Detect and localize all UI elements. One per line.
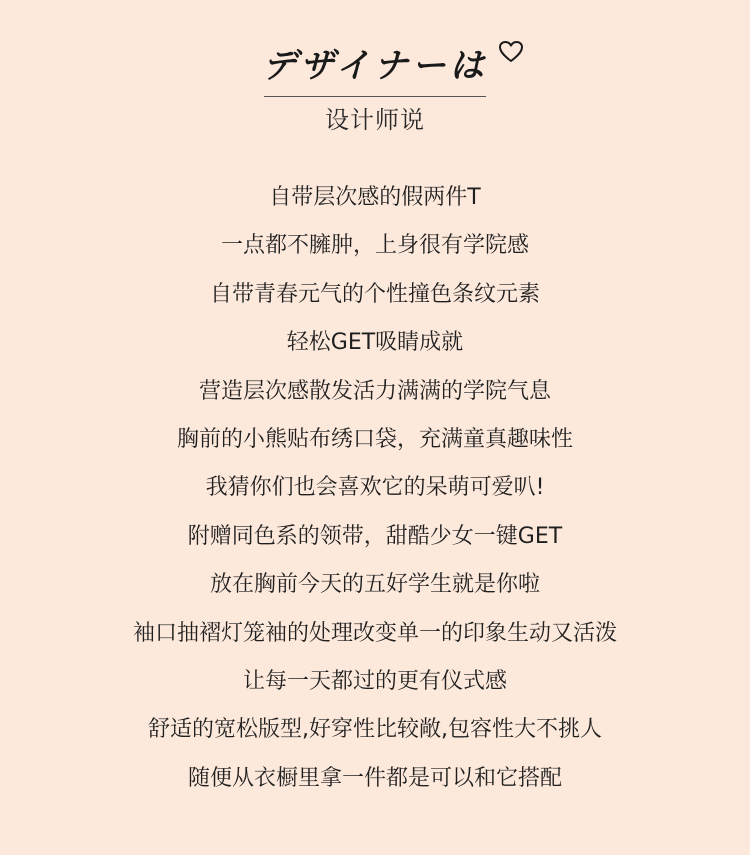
description-line: 放在胸前今天的五好学生就是你啦 xyxy=(209,572,540,598)
description-line: 袖口抽褶灯笼袖的处理改变单一的印象生动又活泼 xyxy=(132,620,617,646)
description-line: 胸前的小熊贴布绣口袋，充满童真趣味性 xyxy=(176,426,573,452)
page-title: デザイナーは xyxy=(262,46,488,86)
description-line: 舒适的宽松版型,好穿性比较敞,包容性大不挑人 xyxy=(148,717,602,743)
page-header xyxy=(0,38,750,137)
heart-outline-icon xyxy=(498,40,524,64)
description-line: 附赠同色系的领带，甜酷少女一键GET xyxy=(187,523,563,549)
description-line: 随便从衣橱里拿一件都是可以和它搭配 xyxy=(187,765,562,791)
title-underline xyxy=(264,96,486,97)
description-line: 自带青春元气的个性撞色条纹元素 xyxy=(209,281,540,307)
description-line: 让每一天都过的更有仪式感 xyxy=(242,668,507,694)
title-group xyxy=(258,38,492,94)
description-line: 自带层次感的假两件T xyxy=(269,185,481,210)
description-line: 营造层次感散发活力满满的学院气息 xyxy=(198,378,551,404)
description-list xyxy=(0,174,750,803)
description-line: 轻松GET吸睛成就 xyxy=(286,330,464,356)
page-subtitle: 设计师说 xyxy=(325,106,425,134)
description-line: 我猜你们也会喜欢它的呆萌可爱叭! xyxy=(205,475,545,501)
description-line: 一点都不臃肿，上身很有学院感 xyxy=(220,233,529,259)
